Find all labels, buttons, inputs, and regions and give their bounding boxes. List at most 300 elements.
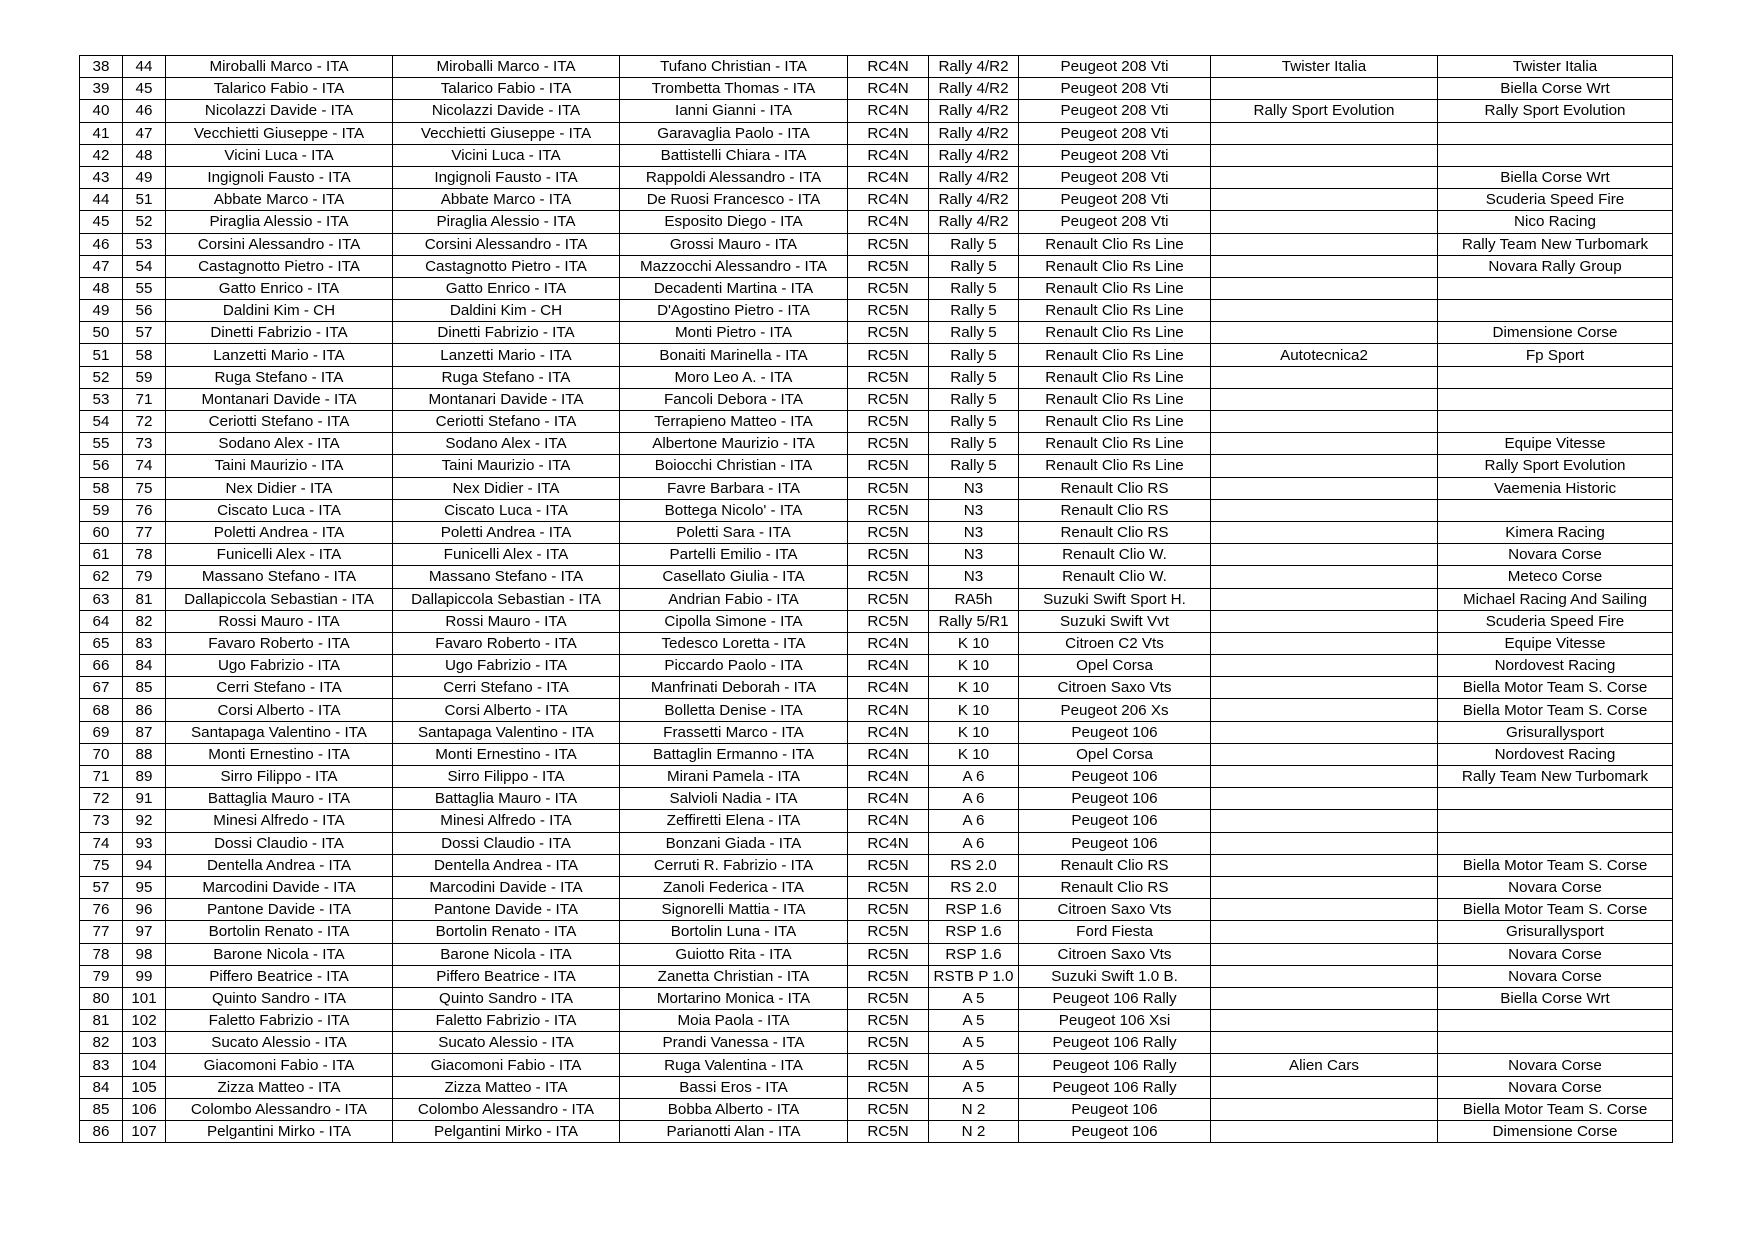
- co-driver-cell: Terrapieno Matteo - ITA: [620, 411, 848, 433]
- driver-cell: Ciscato Luca - ITA: [393, 499, 620, 521]
- position-cell: 58: [80, 477, 123, 499]
- position-cell: 74: [80, 832, 123, 854]
- race-number-cell: 102: [123, 1010, 166, 1032]
- race-number-cell: 89: [123, 766, 166, 788]
- position-cell: 45: [80, 211, 123, 233]
- class-cell: A 5: [929, 987, 1019, 1009]
- driver-cell: Marcodini Davide - ITA: [393, 876, 620, 898]
- group-cell: RC4N: [848, 144, 929, 166]
- team-cell: Rally Sport Evolution: [1438, 100, 1673, 122]
- table-row: [80, 987, 1673, 1009]
- position-cell: 75: [80, 854, 123, 876]
- class-cell: K 10: [929, 632, 1019, 654]
- group-cell: RC5N: [848, 1054, 929, 1076]
- team-cell: Scuderia Speed Fire: [1438, 610, 1673, 632]
- entrant-team-cell: [1211, 277, 1438, 299]
- class-cell: Rally 4/R2: [929, 211, 1019, 233]
- co-driver-cell: Salvioli Nadia - ITA: [620, 788, 848, 810]
- table-row: [80, 56, 1673, 78]
- car-cell: Renault Clio Rs Line: [1019, 233, 1211, 255]
- group-cell: RC5N: [848, 943, 929, 965]
- class-cell: Rally 4/R2: [929, 100, 1019, 122]
- group-cell: RC4N: [848, 166, 929, 188]
- competitor-cell: Pelgantini Mirko - ITA: [166, 1121, 393, 1143]
- race-number-cell: 75: [123, 477, 166, 499]
- car-cell: Peugeot 106 Xsi: [1019, 1010, 1211, 1032]
- table-row: [80, 366, 1673, 388]
- position-cell: 67: [80, 677, 123, 699]
- competitor-cell: Santapaga Valentino - ITA: [166, 721, 393, 743]
- group-cell: RC5N: [848, 521, 929, 543]
- group-cell: RC4N: [848, 810, 929, 832]
- position-cell: 59: [80, 499, 123, 521]
- race-number-cell: 51: [123, 189, 166, 211]
- co-driver-cell: Favre Barbara - ITA: [620, 477, 848, 499]
- class-cell: A 6: [929, 832, 1019, 854]
- competitor-cell: Ruga Stefano - ITA: [166, 366, 393, 388]
- group-cell: RC4N: [848, 743, 929, 765]
- group-cell: RC4N: [848, 766, 929, 788]
- race-number-cell: 107: [123, 1121, 166, 1143]
- co-driver-cell: Bassi Eros - ITA: [620, 1076, 848, 1098]
- driver-cell: Ingignoli Fausto - ITA: [393, 166, 620, 188]
- co-driver-cell: Manfrinati Deborah - ITA: [620, 677, 848, 699]
- race-number-cell: 84: [123, 655, 166, 677]
- position-cell: 68: [80, 699, 123, 721]
- position-cell: 49: [80, 300, 123, 322]
- car-cell: Citroen C2 Vts: [1019, 632, 1211, 654]
- table-row: [80, 743, 1673, 765]
- table-row: [80, 499, 1673, 521]
- group-cell: RC4N: [848, 56, 929, 78]
- table-row: [80, 122, 1673, 144]
- co-driver-cell: Monti Pietro - ITA: [620, 322, 848, 344]
- position-cell: 60: [80, 521, 123, 543]
- car-cell: Peugeot 208 Vti: [1019, 56, 1211, 78]
- team-cell: [1438, 411, 1673, 433]
- class-cell: RSTB P 1.0: [929, 965, 1019, 987]
- competitor-cell: Marcodini Davide - ITA: [166, 876, 393, 898]
- team-cell: Fp Sport: [1438, 344, 1673, 366]
- driver-cell: Sirro Filippo - ITA: [393, 766, 620, 788]
- group-cell: RC5N: [848, 854, 929, 876]
- team-cell: Biella Corse Wrt: [1438, 166, 1673, 188]
- driver-cell: Pantone Davide - ITA: [393, 899, 620, 921]
- entrant-team-cell: [1211, 322, 1438, 344]
- entrant-team-cell: [1211, 1076, 1438, 1098]
- team-cell: Rally Team New Turbomark: [1438, 766, 1673, 788]
- team-cell: [1438, 810, 1673, 832]
- entrant-team-cell: [1211, 211, 1438, 233]
- entrant-team-cell: [1211, 1121, 1438, 1143]
- class-cell: RS 2.0: [929, 876, 1019, 898]
- driver-cell: Cerri Stefano - ITA: [393, 677, 620, 699]
- class-cell: RSP 1.6: [929, 921, 1019, 943]
- co-driver-cell: D'Agostino Pietro - ITA: [620, 300, 848, 322]
- co-driver-cell: Ruga Valentina - ITA: [620, 1054, 848, 1076]
- car-cell: Peugeot 106: [1019, 1098, 1211, 1120]
- team-cell: Vaemenia Historic: [1438, 477, 1673, 499]
- competitor-cell: Dossi Claudio - ITA: [166, 832, 393, 854]
- co-driver-cell: Trombetta Thomas - ITA: [620, 78, 848, 100]
- car-cell: Suzuki Swift 1.0 B.: [1019, 965, 1211, 987]
- class-cell: N3: [929, 544, 1019, 566]
- table-row: [80, 921, 1673, 943]
- group-cell: RC5N: [848, 344, 929, 366]
- race-number-cell: 44: [123, 56, 166, 78]
- race-number-cell: 94: [123, 854, 166, 876]
- table-row: [80, 322, 1673, 344]
- car-cell: Citroen Saxo Vts: [1019, 943, 1211, 965]
- competitor-cell: Nex Didier - ITA: [166, 477, 393, 499]
- race-number-cell: 92: [123, 810, 166, 832]
- position-cell: 77: [80, 921, 123, 943]
- class-cell: RA5h: [929, 588, 1019, 610]
- table-row: [80, 943, 1673, 965]
- co-driver-cell: Bortolin Luna - ITA: [620, 921, 848, 943]
- class-cell: Rally 4/R2: [929, 56, 1019, 78]
- entrant-team-cell: [1211, 1010, 1438, 1032]
- entrant-team-cell: [1211, 78, 1438, 100]
- entrant-team-cell: [1211, 854, 1438, 876]
- entrant-team-cell: [1211, 699, 1438, 721]
- class-cell: Rally 5: [929, 366, 1019, 388]
- team-cell: Twister Italia: [1438, 56, 1673, 78]
- table-row: [80, 233, 1673, 255]
- co-driver-cell: Moia Paola - ITA: [620, 1010, 848, 1032]
- position-cell: 64: [80, 610, 123, 632]
- race-number-cell: 98: [123, 943, 166, 965]
- table-row: [80, 300, 1673, 322]
- competitor-cell: Ugo Fabrizio - ITA: [166, 655, 393, 677]
- driver-cell: Montanari Davide - ITA: [393, 388, 620, 410]
- co-driver-cell: Cerruti R. Fabrizio - ITA: [620, 854, 848, 876]
- driver-cell: Miroballi Marco - ITA: [393, 56, 620, 78]
- driver-cell: Massano Stefano - ITA: [393, 566, 620, 588]
- co-driver-cell: Poletti Sara - ITA: [620, 521, 848, 543]
- car-cell: Peugeot 208 Vti: [1019, 78, 1211, 100]
- team-cell: Novara Rally Group: [1438, 255, 1673, 277]
- team-cell: Michael Racing And Sailing: [1438, 588, 1673, 610]
- car-cell: Opel Corsa: [1019, 655, 1211, 677]
- class-cell: N 2: [929, 1121, 1019, 1143]
- driver-cell: Quinto Sandro - ITA: [393, 987, 620, 1009]
- group-cell: RC5N: [848, 921, 929, 943]
- co-driver-cell: Bobba Alberto - ITA: [620, 1098, 848, 1120]
- car-cell: Renault Clio RS: [1019, 521, 1211, 543]
- car-cell: Peugeot 106 Rally: [1019, 1054, 1211, 1076]
- driver-cell: Dallapiccola Sebastian - ITA: [393, 588, 620, 610]
- class-cell: Rally 4/R2: [929, 166, 1019, 188]
- entrant-team-cell: [1211, 544, 1438, 566]
- group-cell: RC4N: [848, 100, 929, 122]
- table-row: [80, 788, 1673, 810]
- race-number-cell: 73: [123, 433, 166, 455]
- table-row: [80, 1121, 1673, 1143]
- race-number-cell: 78: [123, 544, 166, 566]
- competitor-cell: Favaro Roberto - ITA: [166, 632, 393, 654]
- group-cell: RC5N: [848, 233, 929, 255]
- co-driver-cell: Esposito Diego - ITA: [620, 211, 848, 233]
- competitor-cell: Poletti Andrea - ITA: [166, 521, 393, 543]
- car-cell: Peugeot 208 Vti: [1019, 166, 1211, 188]
- driver-cell: Santapaga Valentino - ITA: [393, 721, 620, 743]
- co-driver-cell: Mirani Pamela - ITA: [620, 766, 848, 788]
- driver-cell: Lanzetti Mario - ITA: [393, 344, 620, 366]
- car-cell: Citroen Saxo Vts: [1019, 677, 1211, 699]
- team-cell: Novara Corse: [1438, 965, 1673, 987]
- entrant-team-cell: [1211, 144, 1438, 166]
- table-row: [80, 1054, 1673, 1076]
- position-cell: 69: [80, 721, 123, 743]
- co-driver-cell: Bolletta Denise - ITA: [620, 699, 848, 721]
- race-number-cell: 55: [123, 277, 166, 299]
- driver-cell: Zizza Matteo - ITA: [393, 1076, 620, 1098]
- car-cell: Renault Clio Rs Line: [1019, 411, 1211, 433]
- class-cell: Rally 5: [929, 344, 1019, 366]
- car-cell: Renault Clio RS: [1019, 477, 1211, 499]
- table-row: [80, 566, 1673, 588]
- team-cell: [1438, 499, 1673, 521]
- car-cell: Renault Clio W.: [1019, 544, 1211, 566]
- entrant-team-cell: Alien Cars: [1211, 1054, 1438, 1076]
- entrant-team-cell: [1211, 832, 1438, 854]
- driver-cell: Barone Nicola - ITA: [393, 943, 620, 965]
- position-cell: 53: [80, 388, 123, 410]
- competitor-cell: Quinto Sandro - ITA: [166, 987, 393, 1009]
- position-cell: 80: [80, 987, 123, 1009]
- table-row: [80, 876, 1673, 898]
- class-cell: K 10: [929, 743, 1019, 765]
- entrant-team-cell: [1211, 721, 1438, 743]
- co-driver-cell: Guiotto Rita - ITA: [620, 943, 848, 965]
- position-cell: 76: [80, 899, 123, 921]
- group-cell: RC5N: [848, 411, 929, 433]
- position-cell: 40: [80, 100, 123, 122]
- class-cell: RSP 1.6: [929, 899, 1019, 921]
- race-number-cell: 101: [123, 987, 166, 1009]
- table-row: [80, 78, 1673, 100]
- race-number-cell: 53: [123, 233, 166, 255]
- position-cell: 57: [80, 876, 123, 898]
- driver-cell: Dinetti Fabrizio - ITA: [393, 322, 620, 344]
- competitor-cell: Battaglia Mauro - ITA: [166, 788, 393, 810]
- table-row: [80, 277, 1673, 299]
- entrant-team-cell: [1211, 189, 1438, 211]
- position-cell: 52: [80, 366, 123, 388]
- race-number-cell: 91: [123, 788, 166, 810]
- position-cell: 84: [80, 1076, 123, 1098]
- table-row: [80, 854, 1673, 876]
- group-cell: RC5N: [848, 388, 929, 410]
- class-cell: Rally 5: [929, 411, 1019, 433]
- entrant-team-cell: [1211, 499, 1438, 521]
- table-row: [80, 899, 1673, 921]
- entrant-team-cell: Autotecnica2: [1211, 344, 1438, 366]
- co-driver-cell: Cipolla Simone - ITA: [620, 610, 848, 632]
- race-number-cell: 96: [123, 899, 166, 921]
- position-cell: 63: [80, 588, 123, 610]
- entrant-team-cell: [1211, 588, 1438, 610]
- group-cell: RC5N: [848, 544, 929, 566]
- class-cell: A 5: [929, 1054, 1019, 1076]
- co-driver-cell: Frassetti Marco - ITA: [620, 721, 848, 743]
- team-cell: Nordovest Racing: [1438, 743, 1673, 765]
- car-cell: Suzuki Swift Sport H.: [1019, 588, 1211, 610]
- driver-cell: Gatto Enrico - ITA: [393, 277, 620, 299]
- car-cell: Peugeot 208 Vti: [1019, 122, 1211, 144]
- group-cell: RC5N: [848, 1010, 929, 1032]
- co-driver-cell: De Ruosi Francesco - ITA: [620, 189, 848, 211]
- car-cell: Renault Clio Rs Line: [1019, 388, 1211, 410]
- class-cell: N3: [929, 566, 1019, 588]
- group-cell: RC4N: [848, 677, 929, 699]
- driver-cell: Funicelli Alex - ITA: [393, 544, 620, 566]
- position-cell: 82: [80, 1032, 123, 1054]
- car-cell: Peugeot 106 Rally: [1019, 1076, 1211, 1098]
- group-cell: RC5N: [848, 1076, 929, 1098]
- competitor-cell: Gatto Enrico - ITA: [166, 277, 393, 299]
- race-number-cell: 54: [123, 255, 166, 277]
- entrant-team-cell: [1211, 300, 1438, 322]
- race-number-cell: 52: [123, 211, 166, 233]
- team-cell: [1438, 277, 1673, 299]
- co-driver-cell: Zanetta Christian - ITA: [620, 965, 848, 987]
- team-cell: Novara Corse: [1438, 544, 1673, 566]
- class-cell: Rally 4/R2: [929, 78, 1019, 100]
- team-cell: Biella Motor Team S. Corse: [1438, 699, 1673, 721]
- team-cell: Novara Corse: [1438, 876, 1673, 898]
- car-cell: Peugeot 208 Vti: [1019, 189, 1211, 211]
- competitor-cell: Colombo Alessandro - ITA: [166, 1098, 393, 1120]
- position-cell: 71: [80, 766, 123, 788]
- co-driver-cell: Battaglin Ermanno - ITA: [620, 743, 848, 765]
- group-cell: RC5N: [848, 899, 929, 921]
- class-cell: A 5: [929, 1010, 1019, 1032]
- group-cell: RC4N: [848, 211, 929, 233]
- group-cell: RC5N: [848, 255, 929, 277]
- race-number-cell: 79: [123, 566, 166, 588]
- entrant-team-cell: [1211, 433, 1438, 455]
- car-cell: Peugeot 206 Xs: [1019, 699, 1211, 721]
- driver-cell: Vicini Luca - ITA: [393, 144, 620, 166]
- table-row: [80, 189, 1673, 211]
- position-cell: 70: [80, 743, 123, 765]
- race-number-cell: 46: [123, 100, 166, 122]
- entrant-team-cell: [1211, 632, 1438, 654]
- group-cell: RC4N: [848, 832, 929, 854]
- race-number-cell: 72: [123, 411, 166, 433]
- position-cell: 46: [80, 233, 123, 255]
- co-driver-cell: Piccardo Paolo - ITA: [620, 655, 848, 677]
- table-row: [80, 766, 1673, 788]
- race-number-cell: 49: [123, 166, 166, 188]
- team-cell: [1438, 144, 1673, 166]
- class-cell: K 10: [929, 677, 1019, 699]
- entry-list-table: [79, 55, 1673, 1143]
- driver-cell: Colombo Alessandro - ITA: [393, 1098, 620, 1120]
- class-cell: Rally 5: [929, 233, 1019, 255]
- driver-cell: Daldini Kim - CH: [393, 300, 620, 322]
- position-cell: 51: [80, 344, 123, 366]
- car-cell: Peugeot 106: [1019, 832, 1211, 854]
- team-cell: Grisurallysport: [1438, 921, 1673, 943]
- race-number-cell: 47: [123, 122, 166, 144]
- competitor-cell: Barone Nicola - ITA: [166, 943, 393, 965]
- table-row: [80, 144, 1673, 166]
- entrant-team-cell: Rally Sport Evolution: [1211, 100, 1438, 122]
- class-cell: Rally 4/R2: [929, 189, 1019, 211]
- driver-cell: Ugo Fabrizio - ITA: [393, 655, 620, 677]
- group-cell: RC5N: [848, 987, 929, 1009]
- race-number-cell: 57: [123, 322, 166, 344]
- team-cell: Scuderia Speed Fire: [1438, 189, 1673, 211]
- team-cell: [1438, 300, 1673, 322]
- co-driver-cell: Albertone Maurizio - ITA: [620, 433, 848, 455]
- table-row: [80, 211, 1673, 233]
- entrant-team-cell: [1211, 743, 1438, 765]
- team-cell: [1438, 832, 1673, 854]
- group-cell: RC5N: [848, 1032, 929, 1054]
- entrant-team-cell: [1211, 987, 1438, 1009]
- position-cell: 48: [80, 277, 123, 299]
- car-cell: Renault Clio Rs Line: [1019, 344, 1211, 366]
- driver-cell: Pelgantini Mirko - ITA: [393, 1121, 620, 1143]
- entrant-team-cell: Twister Italia: [1211, 56, 1438, 78]
- co-driver-cell: Zeffiretti Elena - ITA: [620, 810, 848, 832]
- car-cell: Peugeot 106: [1019, 721, 1211, 743]
- table-row: [80, 344, 1673, 366]
- entrant-team-cell: [1211, 655, 1438, 677]
- group-cell: RC5N: [848, 277, 929, 299]
- team-cell: Grisurallysport: [1438, 721, 1673, 743]
- race-number-cell: 104: [123, 1054, 166, 1076]
- table-row: [80, 965, 1673, 987]
- team-cell: [1438, 1032, 1673, 1054]
- team-cell: Biella Motor Team S. Corse: [1438, 899, 1673, 921]
- car-cell: Opel Corsa: [1019, 743, 1211, 765]
- co-driver-cell: Tufano Christian - ITA: [620, 56, 848, 78]
- table-row: [80, 411, 1673, 433]
- race-number-cell: 93: [123, 832, 166, 854]
- group-cell: RC5N: [848, 366, 929, 388]
- race-number-cell: 105: [123, 1076, 166, 1098]
- entrant-team-cell: [1211, 766, 1438, 788]
- competitor-cell: Talarico Fabio - ITA: [166, 78, 393, 100]
- co-driver-cell: Battistelli Chiara - ITA: [620, 144, 848, 166]
- entrant-team-cell: [1211, 610, 1438, 632]
- competitor-cell: Vecchietti Giuseppe - ITA: [166, 122, 393, 144]
- competitor-cell: Ingignoli Fausto - ITA: [166, 166, 393, 188]
- entrant-team-cell: [1211, 388, 1438, 410]
- table-row: [80, 832, 1673, 854]
- race-number-cell: 83: [123, 632, 166, 654]
- car-cell: Renault Clio Rs Line: [1019, 277, 1211, 299]
- entry-rows: [80, 56, 1673, 1143]
- entrant-team-cell: [1211, 521, 1438, 543]
- competitor-cell: Monti Ernestino - ITA: [166, 743, 393, 765]
- group-cell: RC5N: [848, 300, 929, 322]
- class-cell: RSP 1.6: [929, 943, 1019, 965]
- position-cell: 85: [80, 1098, 123, 1120]
- competitor-cell: Corsi Alberto - ITA: [166, 699, 393, 721]
- team-cell: [1438, 366, 1673, 388]
- race-number-cell: 56: [123, 300, 166, 322]
- co-driver-cell: Mazzocchi Alessandro - ITA: [620, 255, 848, 277]
- car-cell: Peugeot 208 Vti: [1019, 100, 1211, 122]
- driver-cell: Sodano Alex - ITA: [393, 433, 620, 455]
- competitor-cell: Pantone Davide - ITA: [166, 899, 393, 921]
